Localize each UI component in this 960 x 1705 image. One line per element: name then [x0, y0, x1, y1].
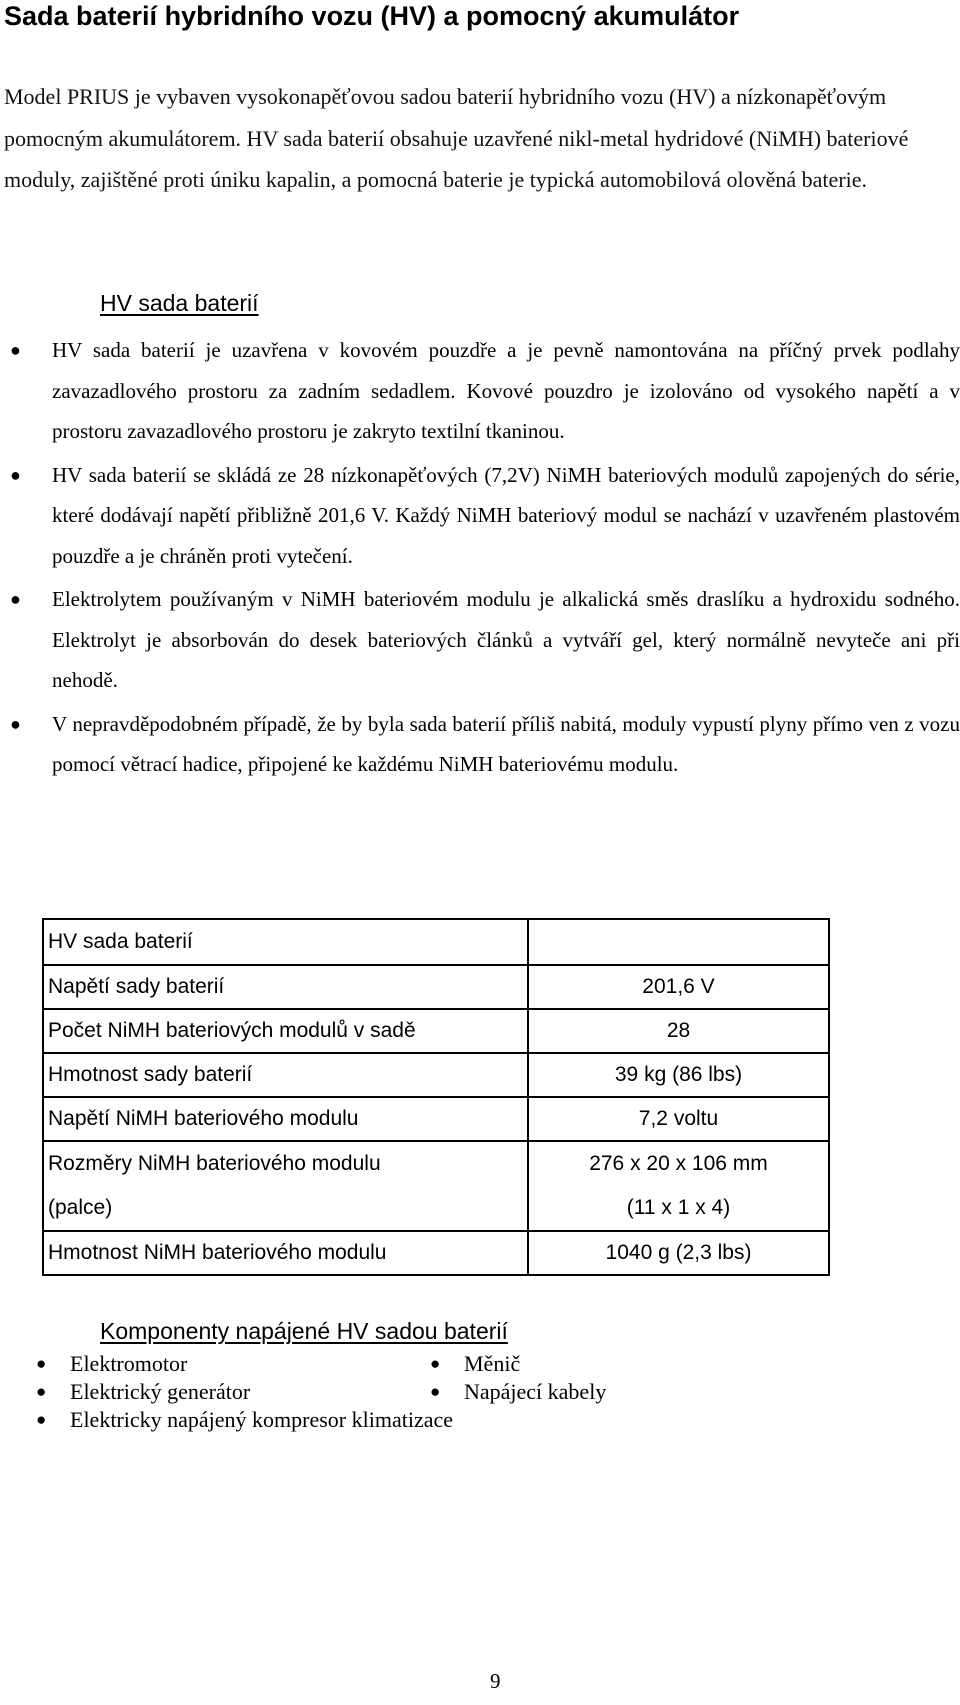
table-header-empty-cell: [528, 919, 829, 965]
cell-line: (palce): [48, 1196, 113, 1219]
components-list: [0, 1350, 960, 1434]
cell-line: Rozměry NiMH bateriového modulu: [48, 1152, 381, 1175]
bullet-icon: ●: [10, 464, 21, 485]
table-row: [43, 1141, 829, 1231]
table-row: [43, 965, 829, 1009]
list-item: ● Napájecí kabely: [430, 1379, 607, 1404]
table-row: [43, 1231, 829, 1275]
table-cell-label: Napětí NiMH bateriového modulu: [43, 1097, 528, 1141]
bullet-icon: ●: [10, 340, 21, 360]
list-item: ● HV sada baterií je uzavřena v kovovém pouzdře a je pevně namontována na příčný prvek podlahy zavazadlového prostoru za zadním sedadlem. Kovové pouzdro je izolováno od vysokého napětí a v prostoru zavazadlového prostoru je zakryto textilní tkaninou.: [0, 330, 960, 452]
list-item: ● Elektricky napájený kompresor klimatizace: [36, 1407, 454, 1432]
table-cell-value: [528, 1141, 829, 1231]
bullet-icon: ●: [10, 589, 21, 609]
list-item: ● V nepravděpodobném případě, že by byla sada baterií příliš nabitá, moduly vypustí plyny přímo ven z vozu pomocí větrací hadice, připojené ke každému NiMH bateriovému modulu.: [0, 704, 960, 785]
bullet-icon: ●: [430, 1382, 441, 1401]
battery-bullet-list: [0, 330, 960, 785]
table-cell-label: Počet NiMH bateriových modulů v sadě: [43, 1009, 528, 1053]
cell-line: 276 x 20 x 106 mm: [589, 1152, 768, 1175]
table-header-row: [43, 919, 829, 965]
page-title: Sada baterií hybridního vozu (HV) a pomocný akumulátor: [4, 1, 740, 31]
bullet-icon: ●: [36, 1354, 47, 1373]
components-row: [0, 1350, 960, 1378]
components-row: [0, 1378, 960, 1406]
list-item: ● Elektrolytem používaným v NiMH bateriovém modulu je alkalická směs draslíku a hydroxidu sodného. Elektrolyt je absorbován do desek bateriových článků a vytváří gel, který normálně nevyteče ani při nehodě.: [0, 579, 960, 701]
table-row: [43, 1053, 829, 1097]
intro-paragraph: Model PRIUS je vybaven vysokonapěťovou sadou baterií hybridního vozu (HV) a nízkonapěťovým pomocným akumulátorem. HV sada baterií obsahuje uzavřené nikl-metal hydridové (NiMH) bateriové moduly, zajištěné proti úniku kapalin, a pomocná baterie je typická automobilová olověná baterie.: [4, 84, 909, 192]
table-cell-label: Hmotnost NiMH bateriového modulu: [43, 1231, 528, 1275]
table-cell-value: 1040 g (2,3 lbs): [528, 1231, 829, 1275]
table-cell-value: 28: [528, 1009, 829, 1053]
components-row: [0, 1406, 960, 1434]
bullet-icon: ●: [10, 713, 21, 734]
table-cell-value: 39 kg (86 lbs): [528, 1053, 829, 1097]
table-row: [43, 1097, 829, 1141]
table-cell-label: Napětí sady baterií: [43, 965, 528, 1009]
table-cell-label: Hmotnost sady baterií: [43, 1053, 528, 1097]
list-item: ● HV sada baterií se skládá ze 28 nízkonapěťových (7,2V) NiMH bateriových modulů zapojených do série, které dodávají napětí přibližně 201,6 V. Každý NiMH bateriový modul se nachází v uzavřeném plastovém pouzdře a je chráněn proti vytečení.: [0, 455, 960, 577]
components-section-heading: Komponenty napájené HV sadou baterií: [100, 1318, 508, 1344]
table-header-cell: HV sada baterií: [43, 919, 528, 965]
list-item: ● Elektrický generátor: [36, 1379, 251, 1404]
battery-section-heading: HV sada baterií: [100, 290, 259, 316]
list-item: ● Elektromotor: [36, 1351, 188, 1376]
table-cell-value: 7,2 voltu: [528, 1097, 829, 1141]
bullet-icon: ●: [36, 1410, 47, 1429]
bullet-icon: ●: [430, 1354, 441, 1373]
battery-spec-table: [42, 918, 830, 1276]
table-cell-label: [43, 1141, 528, 1231]
table-row: [43, 1009, 829, 1053]
bullet-icon: ●: [36, 1382, 47, 1401]
cell-line: (11 x 1 x 4): [626, 1196, 731, 1219]
list-item: ● Měnič: [430, 1351, 521, 1376]
page-number: 9: [490, 1669, 501, 1693]
table-cell-value: 201,6 V: [528, 965, 829, 1009]
